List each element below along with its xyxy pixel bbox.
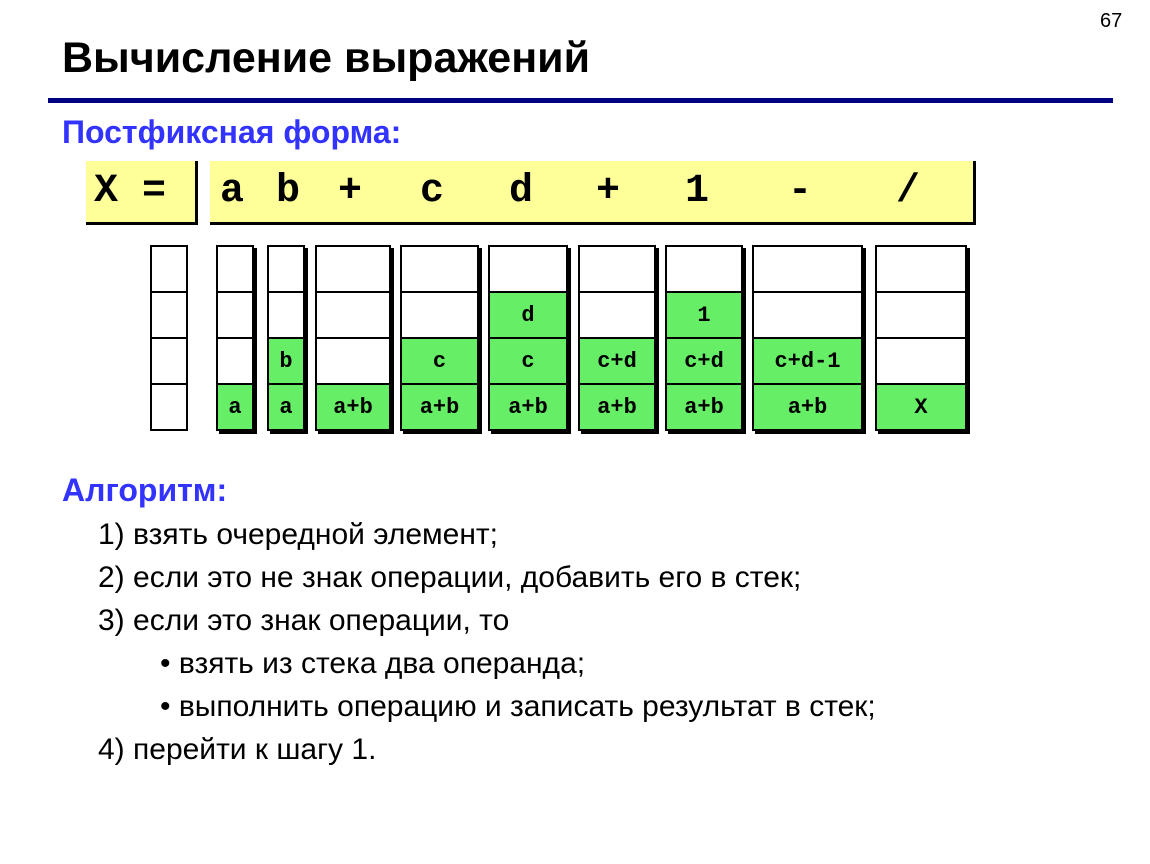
stack-cell: a+b <box>580 385 656 431</box>
stack-shadow <box>391 248 394 434</box>
stack-state <box>665 245 743 431</box>
stack-shadow <box>863 248 866 434</box>
stack-state <box>267 245 305 431</box>
stack-cell: a+b <box>490 385 568 431</box>
expression-token: 1 <box>684 169 710 214</box>
stack-cell: X <box>877 385 967 431</box>
expression-lhs: X = <box>94 169 167 214</box>
stack-cell <box>152 385 188 431</box>
postfix-form-heading: Постфиксная форма: <box>62 114 402 150</box>
stack-cell <box>152 293 188 339</box>
stack-cell <box>218 247 254 293</box>
stack-shadow <box>581 431 659 434</box>
stack-cell <box>152 247 188 293</box>
stack-cell: a <box>218 385 254 431</box>
stack-cell <box>218 339 254 385</box>
expression-token: c <box>419 169 445 214</box>
stack-cell <box>402 293 479 339</box>
algorithm-step-3: 3) если это знак операции, то <box>98 604 510 637</box>
stack-cell: d <box>490 293 568 339</box>
stack-cell <box>490 247 568 293</box>
stack-state <box>315 245 391 431</box>
stack-shadow <box>254 248 257 434</box>
stack-cell <box>580 247 656 293</box>
algorithm-substep-2: • выполнить операцию и записать результат в стек; <box>160 690 876 723</box>
stack-shadow <box>403 431 482 434</box>
stack-cell <box>269 293 305 339</box>
expression-lhs-box <box>86 161 198 225</box>
stack-cell <box>317 339 391 385</box>
stack-cell <box>877 339 967 385</box>
stack-cell <box>667 247 743 293</box>
stack-cell <box>402 247 479 293</box>
page-number: 67 <box>1100 10 1123 32</box>
stack-cell <box>317 247 391 293</box>
stack-shadow <box>479 248 482 434</box>
stack-cell: c+d <box>667 339 743 385</box>
stack-cell <box>877 247 967 293</box>
stack-shadow <box>878 431 970 434</box>
expression-token: - <box>787 169 813 214</box>
stack-cell: a+b <box>667 385 743 431</box>
stack-cell: a+b <box>317 385 391 431</box>
stack-state <box>150 245 188 431</box>
expression-token: d <box>508 169 534 214</box>
stack-cell <box>754 247 863 293</box>
stack-cell: 1 <box>667 293 743 339</box>
stack-cell: b <box>269 339 305 385</box>
stack-shadow <box>668 431 746 434</box>
stack-shadow <box>305 248 308 434</box>
expression-rhs-box <box>210 161 976 225</box>
stack-shadow <box>491 431 571 434</box>
stack-cell <box>580 293 656 339</box>
expression-token: + <box>595 169 621 214</box>
expression-token: / <box>895 169 921 214</box>
title-rule <box>48 98 1113 103</box>
stack-shadow <box>270 431 308 434</box>
stack-state <box>400 245 479 431</box>
stack-shadow <box>656 248 659 434</box>
stack-state <box>216 245 254 431</box>
stack-shadow <box>967 248 970 434</box>
expression-token: + <box>337 169 363 214</box>
slide-title: Вычисление выражений <box>62 34 591 82</box>
stack-state <box>875 245 967 431</box>
expression-token: a <box>219 169 245 214</box>
stack-cell: a+b <box>402 385 479 431</box>
stack-cell: c <box>402 339 479 385</box>
stack-shadow <box>755 431 866 434</box>
algorithm-heading: Алгоритм: <box>62 472 228 508</box>
stack-cell: a+b <box>754 385 863 431</box>
stack-cell: c <box>490 339 568 385</box>
stack-cell: c+d-1 <box>754 339 863 385</box>
algorithm-step-2: 2) если это не знак операции, добавить его в стек; <box>98 561 802 594</box>
stack-cell <box>317 293 391 339</box>
algorithm-step-1: 1) взять очередной элемент; <box>98 518 499 551</box>
stack-cell <box>269 247 305 293</box>
stack-cell <box>218 293 254 339</box>
stack-cell <box>152 339 188 385</box>
algorithm-step-4: 4) перейти к шагу 1. <box>98 733 377 766</box>
stack-shadow <box>318 431 394 434</box>
stack-shadow <box>219 431 257 434</box>
algorithm-substep-1: • взять из стека два операнда; <box>160 647 586 680</box>
stack-state <box>488 245 568 431</box>
stack-state <box>578 245 656 431</box>
stack-state <box>752 245 863 431</box>
stack-cell: a <box>269 385 305 431</box>
stack-shadow <box>743 248 746 434</box>
expression-token: b <box>275 169 301 214</box>
stack-cell: c+d <box>580 339 656 385</box>
stack-shadow <box>568 248 571 434</box>
stack-cell <box>754 293 863 339</box>
stack-cell <box>877 293 967 339</box>
